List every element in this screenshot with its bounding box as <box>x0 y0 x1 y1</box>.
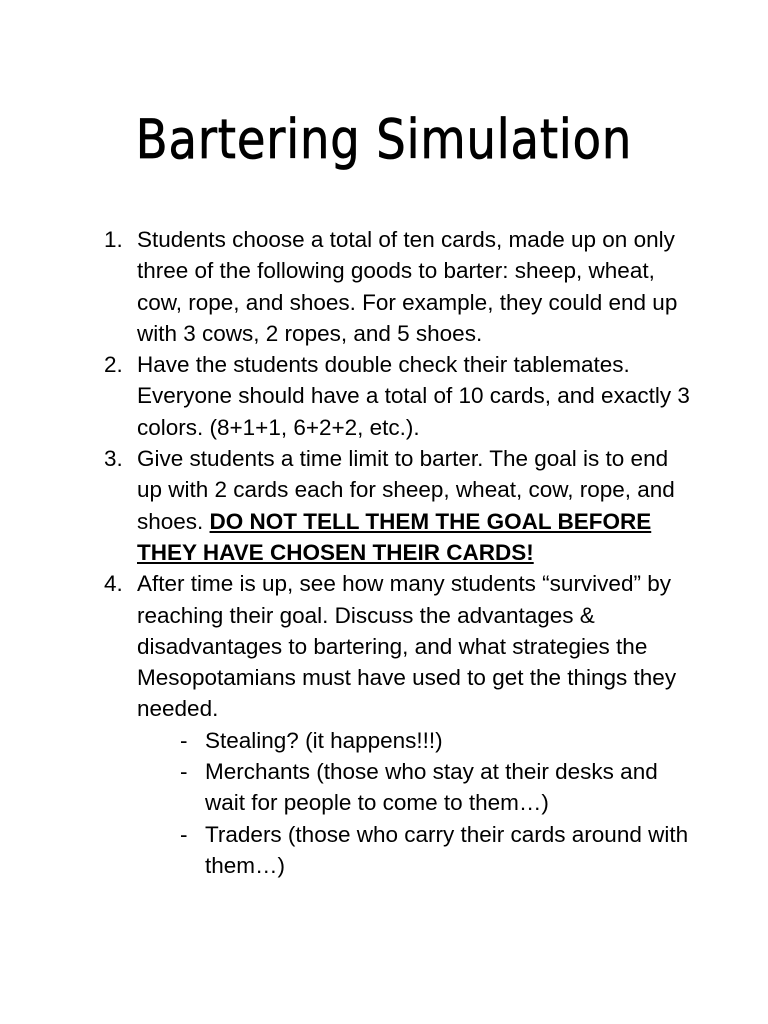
dash-bullet: - <box>180 759 188 785</box>
sub-item <box>180 725 694 756</box>
sub-item-text: Merchants (those who stay at their desks and wait for people to come to them…) <box>205 759 658 816</box>
page-title: Bartering Simulation <box>135 108 633 171</box>
step-3 <box>104 443 694 568</box>
sub-item-text: Stealing? (it happens!!!) <box>205 727 443 753</box>
sub-list <box>180 725 694 881</box>
step-text: Have the students double check their tablemates. Everyone should have a total of 10 cards, and exactly 3 colors. (8+1+1, 6+2+2, etc.). <box>137 352 690 440</box>
sub-item <box>180 819 694 882</box>
step-text: After time is up, see how many students “survived” by reaching their goal. Discuss the advantages & disadvantages to bartering, and what strategies the Mesopotamians must have used to get the things they needed. <box>137 571 677 722</box>
step-number: 1. <box>104 227 123 252</box>
step-1 <box>104 224 694 349</box>
dash-bullet: - <box>180 821 188 847</box>
step-warning-text: DO NOT TELL THEM THE GOAL BEFORE THEY HAVE CHOSEN THEIR CARDS! <box>137 508 652 565</box>
sub-item <box>180 756 694 819</box>
step-text: Give students a time limit to barter. The goal is to end up with 2 cards each for sheep, wheat, cow, rope, and shoes. <box>137 446 675 534</box>
step-2 <box>104 349 694 443</box>
sub-item-text: Traders (those who carry their cards around with them…) <box>205 821 689 878</box>
instruction-list <box>104 224 694 881</box>
dash-bullet: - <box>180 727 188 753</box>
step-number: 2. <box>104 352 123 378</box>
step-4 <box>104 568 694 881</box>
step-text: Students choose a total of ten cards, made up on only three of the following goods to barter: sheep, wheat, cow, rope, and shoes. For example, they could end up with 3 cows, 2 ropes, and 5 shoes. <box>137 227 678 346</box>
step-number: 4. <box>104 571 123 597</box>
step-number: 3. <box>104 446 123 472</box>
